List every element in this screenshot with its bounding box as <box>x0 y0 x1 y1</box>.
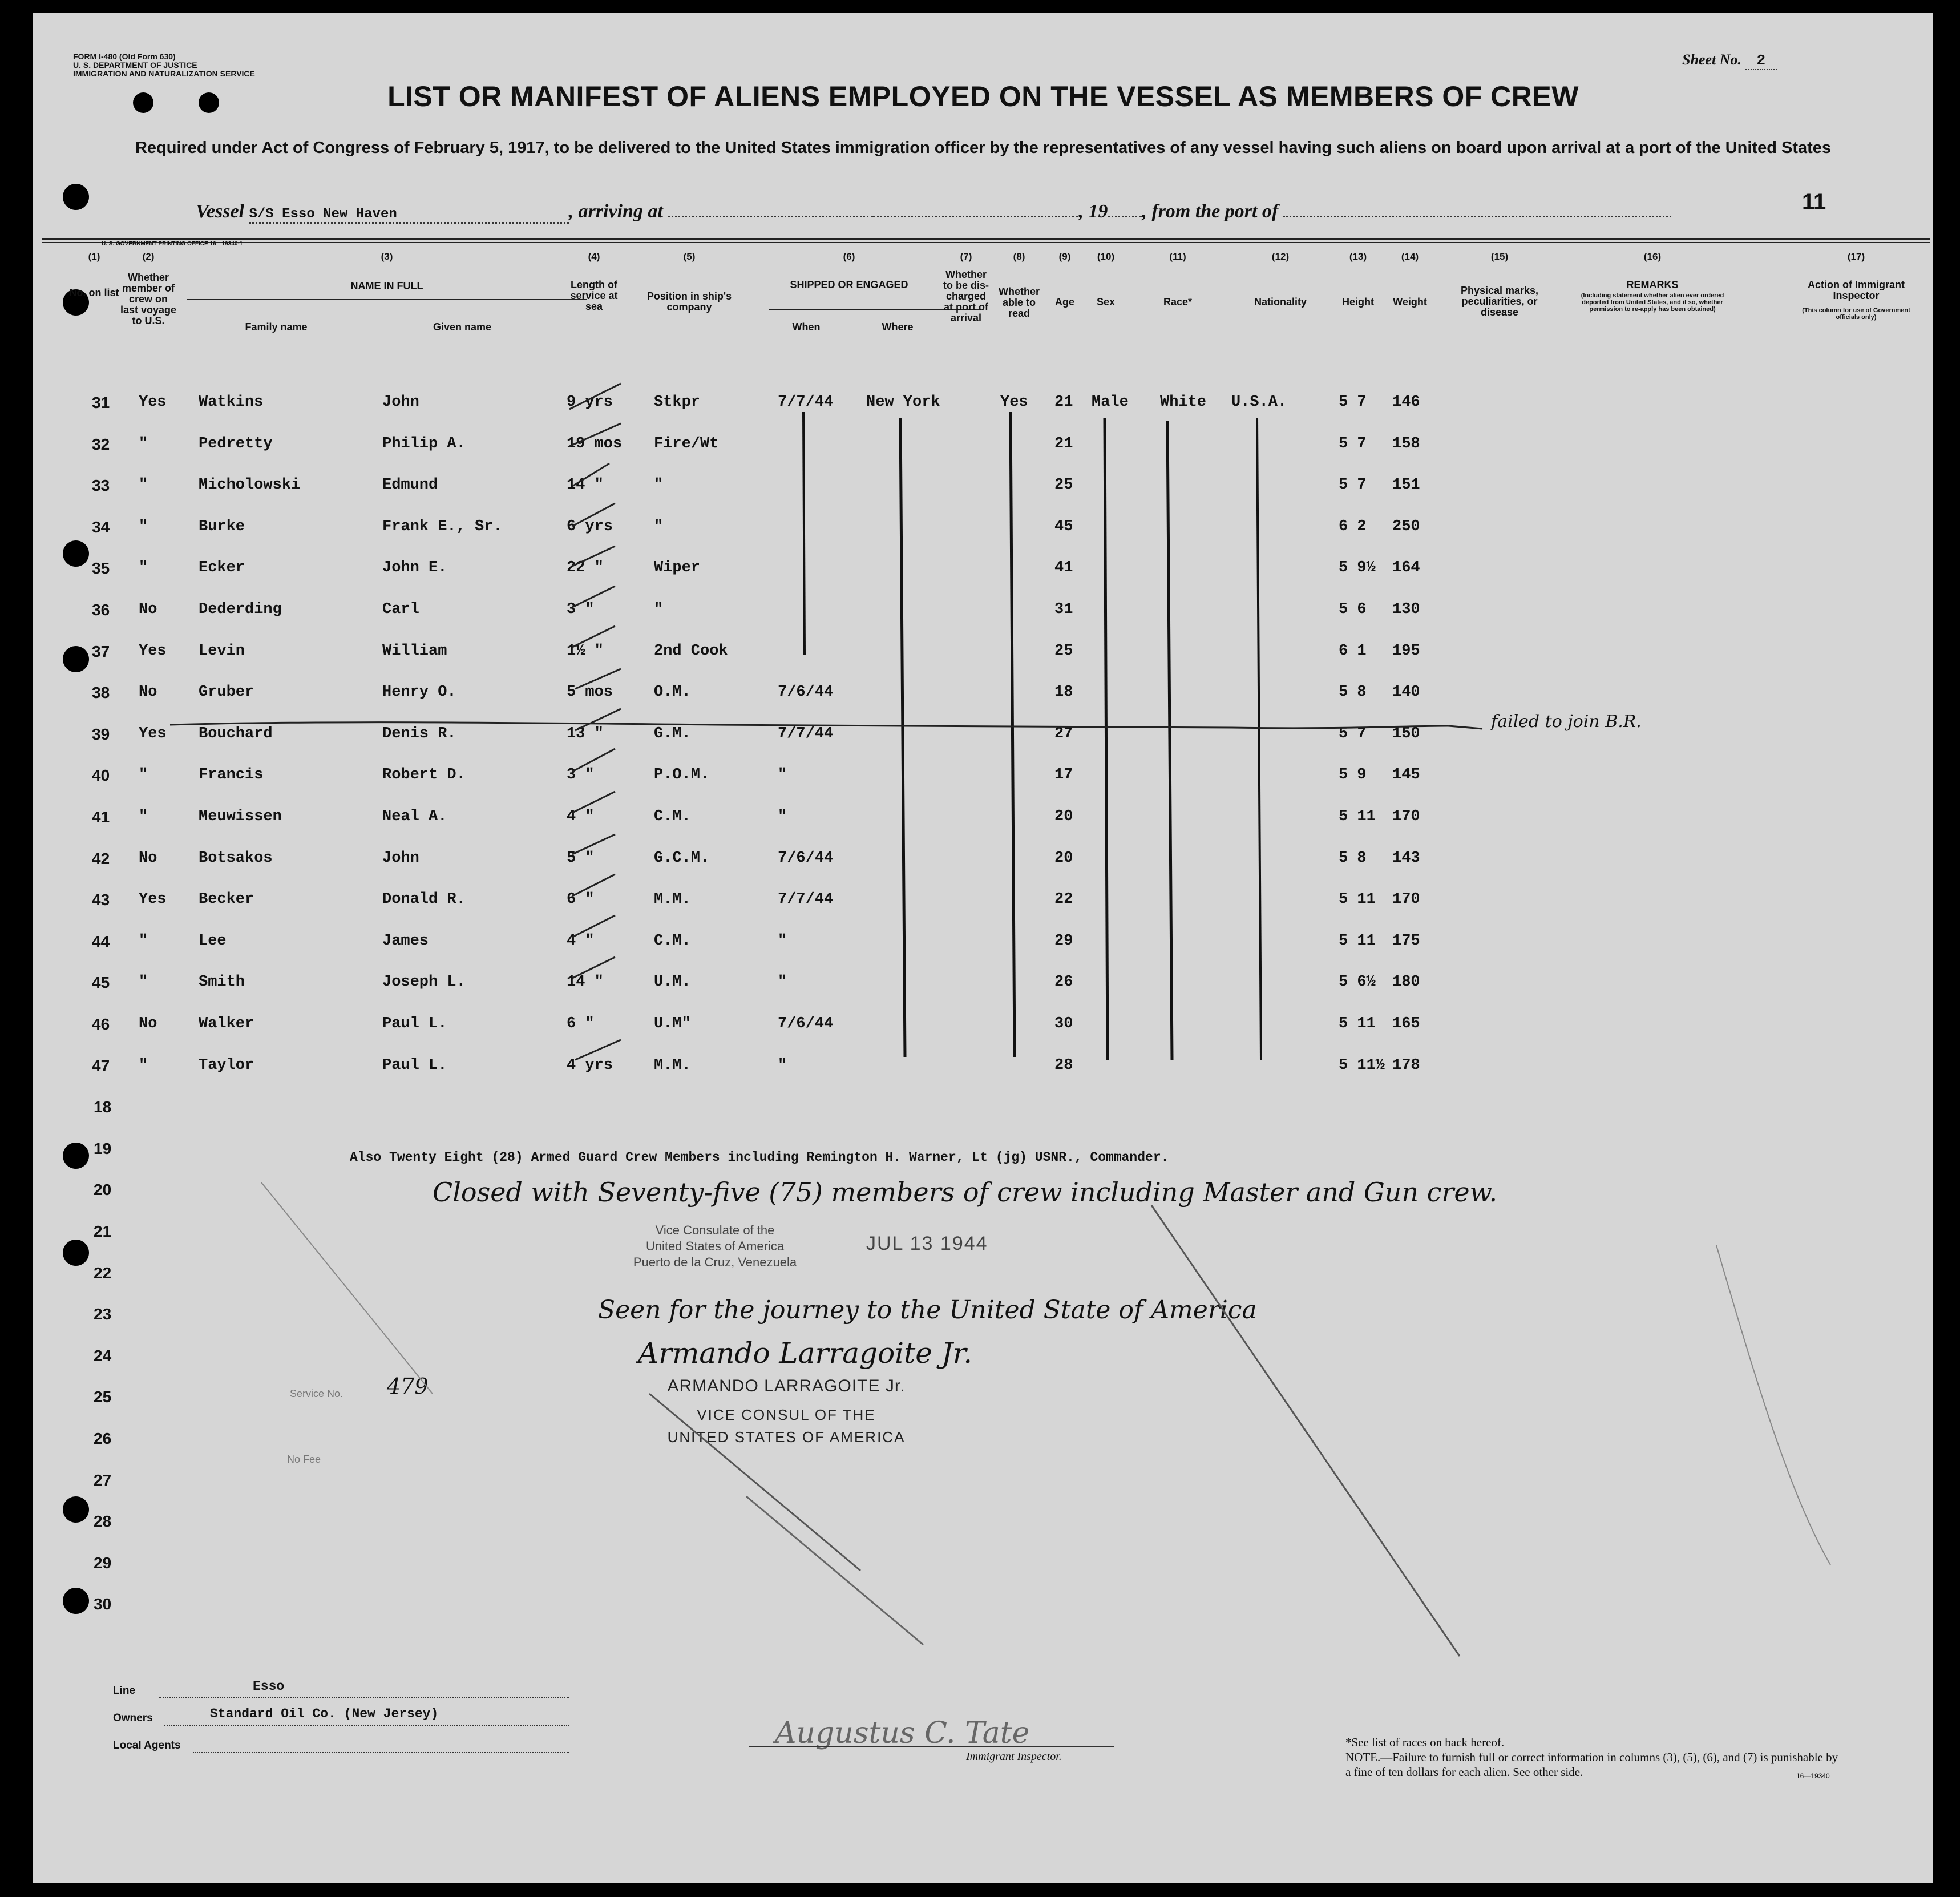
cell-family-name: Meuwissen <box>199 808 282 825</box>
header-weight: Weight <box>1393 296 1427 308</box>
header-position: Position in ship's company <box>646 290 732 313</box>
cell-height: 6 2 <box>1339 518 1367 535</box>
cell-height: 5 11 <box>1339 933 1376 950</box>
cell-shipped-when: " <box>778 1057 787 1074</box>
cell-family-name: Taylor <box>199 1057 254 1074</box>
header-no-on-list: No. on list <box>69 287 119 298</box>
row-number: 31 <box>92 394 110 411</box>
cell-family-name: Gruber <box>199 684 254 701</box>
cell-shipped-when: 7/7/44 <box>778 394 834 411</box>
cell-last-voyage: " <box>139 435 148 453</box>
cell-shipped-when: " <box>778 766 787 784</box>
cell-service-length: 3 " <box>567 766 595 784</box>
column-number: (8) <box>1013 251 1025 262</box>
cell-last-voyage: " <box>139 808 148 825</box>
header-age: Age <box>1054 296 1075 308</box>
footnote: *See list of races on back hereof. NOTE.—Failure to furnish full or correct information in columns (3), (5), (6), and (7) is punishable by a fine of ten dollars for each alien. See other side. <box>1345 1735 1838 1779</box>
form-identifier: FORM I-480 (Old Form 630) U. S. DEPARTMENT OF JUSTICE IMMIGRATION AND NATURALIZATION SERVICE <box>73 52 255 78</box>
cell-family-name: Watkins <box>199 394 264 411</box>
cell-weight: 143 <box>1392 850 1420 867</box>
cell-position: C.M. <box>654 808 691 825</box>
cell-given-name: Henry O. <box>382 684 456 701</box>
header-name-in-full: NAME IN FULL <box>350 280 423 292</box>
row-number: 38 <box>92 684 110 701</box>
header-where: Where <box>882 321 914 333</box>
cell-service-length: 22 " <box>567 559 604 576</box>
empty-row-number: 27 <box>94 1471 112 1489</box>
row-number: 36 <box>92 601 110 619</box>
seen-note: Seen for the journey to the United State of America <box>598 1295 1257 1325</box>
cell-age: 18 <box>1054 684 1073 701</box>
row-number: 41 <box>92 808 110 826</box>
cell-family-name: Walker <box>199 1015 254 1032</box>
column-number: (10) <box>1097 251 1115 262</box>
cell-position: " <box>654 518 664 535</box>
cell-age: 17 <box>1054 766 1073 784</box>
cell-age: 29 <box>1054 933 1073 950</box>
cell-family-name: Bouchard <box>199 725 273 742</box>
cell-given-name: Donald R. <box>382 891 466 908</box>
cell-last-voyage: " <box>139 933 148 950</box>
cell-age: 21 <box>1054 435 1073 453</box>
cell-height: 5 7 <box>1339 435 1367 453</box>
cell-last-voyage: " <box>139 518 148 535</box>
cell-age: 20 <box>1054 808 1073 825</box>
stamp-date: JUL 13 1944 <box>866 1233 988 1254</box>
column-number: (12) <box>1271 251 1290 262</box>
cell-last-voyage: No <box>139 684 157 701</box>
cell-shipped-when: 7/6/44 <box>778 1015 834 1032</box>
row-number: 44 <box>92 933 110 950</box>
cell-height: 5 6 <box>1339 601 1367 618</box>
cell-position: G.M. <box>654 725 691 742</box>
cell-service-length: 6 " <box>567 1015 595 1032</box>
cell-height: 5 11 <box>1339 891 1376 908</box>
cell-height: 5 11 <box>1339 1015 1376 1032</box>
cell-age: 45 <box>1054 518 1073 535</box>
row-number: 47 <box>92 1057 110 1075</box>
empty-row-number: 20 <box>94 1181 112 1198</box>
cell-given-name: James <box>382 933 429 950</box>
cell-shipped-when: " <box>778 933 787 950</box>
column-number: (11) <box>1169 251 1186 262</box>
cell-last-voyage: No <box>139 850 157 867</box>
cell-position: P.O.M. <box>654 766 710 784</box>
cell-shipped-when: 7/7/44 <box>778 725 834 742</box>
cell-service-length: 4 " <box>567 933 595 950</box>
cell-height: 5 11 <box>1339 808 1376 825</box>
service-no-label: Service No. <box>290 1388 343 1399</box>
cell-age: 22 <box>1054 891 1073 908</box>
header-family-name: Family name <box>245 321 308 333</box>
cell-able-read: Yes <box>1000 394 1028 411</box>
column-number: (2) <box>142 251 155 262</box>
header-discharged: Whether to be dis-charged at port of arrival <box>943 269 989 324</box>
cell-height: 5 9½ <box>1339 559 1376 576</box>
row-number: 46 <box>92 1015 110 1033</box>
cell-given-name: Paul L. <box>382 1015 447 1032</box>
cell-last-voyage: " <box>139 974 148 991</box>
cell-height: 5 7 <box>1339 725 1367 742</box>
printer-imprint: U. S. GOVERNMENT PRINTING OFFICE 16—19340-1 <box>102 241 243 247</box>
sheet-number: Sheet No. 2 <box>1682 51 1777 69</box>
empty-row-number: 21 <box>94 1222 112 1240</box>
cell-family-name: Dederding <box>199 601 282 618</box>
cell-service-length: 3 " <box>567 601 595 618</box>
cell-given-name: Joseph L. <box>382 974 466 991</box>
cell-given-name: John <box>382 850 419 867</box>
cell-position: Wiper <box>654 559 701 576</box>
cell-family-name: Pedretty <box>199 435 273 453</box>
cell-service-length: 5 mos <box>567 684 613 701</box>
empty-row-number: 19 <box>94 1140 112 1157</box>
row-number: 32 <box>92 435 110 453</box>
cell-height: 5 11½ <box>1339 1057 1385 1074</box>
service-no: 479 <box>387 1374 429 1399</box>
row-number: 43 <box>92 891 110 909</box>
cell-position: M.M. <box>654 1057 691 1074</box>
cell-service-length: 4 " <box>567 808 595 825</box>
cell-position: 2nd Cook <box>654 643 728 660</box>
cell-position: Fire/Wt <box>654 435 719 453</box>
cell-weight: 170 <box>1392 808 1420 825</box>
column-number: (6) <box>843 251 855 262</box>
consulate-stamp: Vice Consulate of the United States of America Puerto de la Cruz, Venezuela <box>633 1223 797 1269</box>
column-number: (16) <box>1643 251 1662 262</box>
inspector-signature: Augustus C. Tate <box>775 1716 1030 1750</box>
cell-weight: 250 <box>1392 518 1420 535</box>
cell-last-voyage: Yes <box>139 725 167 742</box>
agents-label: Local Agents <box>113 1739 181 1751</box>
header-nationality: Nationality <box>1254 296 1307 308</box>
cell-service-length: 19 mos <box>567 435 623 453</box>
cell-family-name: Francis <box>199 766 264 784</box>
cell-height: 5 7 <box>1339 394 1367 411</box>
cell-last-voyage: " <box>139 559 148 576</box>
empty-row-number: 28 <box>94 1512 112 1530</box>
cell-given-name: Neal A. <box>382 808 447 825</box>
cell-position: Stkpr <box>654 394 701 411</box>
cell-nationality: U.S.A. <box>1231 394 1287 411</box>
header-remarks: REMARKS <box>1626 279 1679 290</box>
remark-row-39: failed to join B.R. <box>1491 712 1642 732</box>
fee-label: No Fee <box>287 1454 321 1465</box>
column-number: (4) <box>588 251 600 262</box>
cell-shipped-when: " <box>778 808 787 825</box>
cell-weight: 165 <box>1392 1015 1420 1032</box>
empty-row-number: 22 <box>94 1264 112 1282</box>
cell-given-name: Carl <box>382 601 419 618</box>
cell-given-name: John <box>382 394 419 411</box>
cell-service-length: 14 " <box>567 974 604 991</box>
owners-value: Standard Oil Co. (New Jersey) <box>210 1706 439 1721</box>
cell-shipped-when: 7/6/44 <box>778 684 834 701</box>
cell-weight: 158 <box>1392 435 1420 453</box>
armed-guard-note: Also Twenty Eight (28) Armed Guard Crew Members including Remington H. Warner, Lt (jg) USNR., Commander. <box>350 1150 1169 1165</box>
cell-height: 5 7 <box>1339 477 1367 494</box>
row-number: 45 <box>92 974 110 991</box>
remarks-note: (Including statement whether alien ever ordered deported from United States, and if so, whether permission to re-apply has been obtained) <box>1581 292 1724 313</box>
column-number: (1) <box>88 251 100 262</box>
cell-weight: 195 <box>1392 643 1420 660</box>
manifest-sheet <box>33 13 1933 1883</box>
cell-age: 30 <box>1054 1015 1073 1032</box>
cell-given-name: Frank E., Sr. <box>382 518 503 535</box>
cell-position: G.C.M. <box>654 850 710 867</box>
cell-family-name: Ecker <box>199 559 245 576</box>
column-number: (9) <box>1058 251 1071 262</box>
cell-age: 27 <box>1054 725 1073 742</box>
header-race: Race* <box>1163 296 1193 308</box>
line-value: Esso <box>253 1679 285 1694</box>
form-subtitle: Required under Act of Congress of February 5, 1917, to be delivered to the United States immigration officer by the representatives of any vessel having such aliens on board upon arrival at a port of the United States <box>135 139 1832 157</box>
cell-last-voyage: No <box>139 1015 157 1032</box>
row-number: 37 <box>92 643 110 660</box>
header-height: Height <box>1342 296 1374 308</box>
cell-height: 5 8 <box>1339 850 1367 867</box>
cell-given-name: John E. <box>382 559 447 576</box>
column-number: (14) <box>1401 251 1419 262</box>
line-label: Line <box>113 1685 136 1697</box>
column-number: (17) <box>1847 251 1865 262</box>
cell-given-name: Edmund <box>382 477 438 494</box>
row-number: 34 <box>92 518 110 536</box>
cell-family-name: Levin <box>199 643 245 660</box>
cell-weight: 178 <box>1392 1057 1420 1074</box>
cell-service-length: 5 " <box>567 850 595 867</box>
cell-position: M.M. <box>654 891 691 908</box>
cell-shipped-when: 7/7/44 <box>778 891 834 908</box>
column-number: (13) <box>1349 251 1367 262</box>
cell-shipped-where: New York <box>866 394 940 411</box>
column-number: (5) <box>683 251 696 262</box>
cell-service-length: 9 yrs <box>567 394 613 411</box>
cell-position: U.M" <box>654 1015 691 1032</box>
cell-given-name: Denis R. <box>382 725 456 742</box>
cell-position: U.M. <box>654 974 691 991</box>
header-action: Action of Immigrant Inspector <box>1808 279 1905 301</box>
cell-family-name: Burke <box>199 518 245 535</box>
column-number: (7) <box>960 251 972 262</box>
cell-last-voyage: No <box>139 601 157 618</box>
annotation-strokes <box>33 13 1933 1883</box>
vessel-line: Vessel S/S Esso New Haven , arriving at , 19 , from the port of <box>196 201 1671 224</box>
cell-height: 5 8 <box>1339 684 1367 701</box>
cell-height: 5 9 <box>1339 766 1367 784</box>
cell-position: " <box>654 601 664 618</box>
header-shipped-engaged: SHIPPED OR ENGAGED <box>790 279 908 290</box>
row-number: 40 <box>92 766 110 784</box>
cell-weight: 164 <box>1392 559 1420 576</box>
cell-family-name: Smith <box>199 974 245 991</box>
page-number: 11 <box>1802 189 1826 215</box>
vessel-name: S/S Esso New Haven <box>249 207 569 224</box>
cell-age: 41 <box>1054 559 1073 576</box>
cell-family-name: Lee <box>199 933 227 950</box>
empty-row-number: 25 <box>94 1388 112 1406</box>
cell-weight: 140 <box>1392 684 1420 701</box>
cell-service-length: 6 " <box>567 891 595 908</box>
empty-row-number: 18 <box>94 1098 112 1116</box>
cell-last-voyage: Yes <box>139 643 167 660</box>
cell-weight: 175 <box>1392 933 1420 950</box>
cell-service-length: 1½ " <box>567 643 604 660</box>
cell-service-length: 6 yrs <box>567 518 613 535</box>
cell-weight: 151 <box>1392 477 1420 494</box>
header-when: When <box>792 321 821 333</box>
cell-race: White <box>1160 394 1207 411</box>
cell-last-voyage: Yes <box>139 394 167 411</box>
owners-label: Owners <box>113 1712 153 1724</box>
cell-family-name: Botsakos <box>199 850 273 867</box>
cell-given-name: Paul L. <box>382 1057 447 1074</box>
header-physical: Physical marks, peculiarities, or disease <box>1460 285 1539 318</box>
cell-last-voyage: " <box>139 477 148 494</box>
cell-age: 25 <box>1054 643 1073 660</box>
cell-service-length: 13 " <box>567 725 604 742</box>
cell-given-name: Philip A. <box>382 435 466 453</box>
cell-given-name: William <box>382 643 447 660</box>
form-title: LIST OR MANIFEST OF ALIENS EMPLOYED ON THE VESSEL AS MEMBERS OF CREW <box>387 80 1579 112</box>
cell-family-name: Becker <box>199 891 254 908</box>
column-number: (15) <box>1490 251 1509 262</box>
consul-signature: Armando Larragoite Jr. <box>638 1337 973 1370</box>
cell-last-voyage: " <box>139 1057 148 1074</box>
cell-given-name: Robert D. <box>382 766 466 784</box>
cell-weight: 130 <box>1392 601 1420 618</box>
cell-last-voyage: " <box>139 766 148 784</box>
cell-service-length: 14 " <box>567 477 604 494</box>
header-length-service: Length of service at sea <box>570 279 618 312</box>
empty-row-number: 26 <box>94 1430 112 1447</box>
cell-weight: 145 <box>1392 766 1420 784</box>
cell-position: " <box>654 477 664 494</box>
header-sex: Sex <box>1096 296 1116 308</box>
consul-block: ARMANDO LARRAGOITE Jr. VICE CONSUL OF THE UNITED STATES OF AMERICA <box>667 1377 906 1446</box>
action-note: (This column for use of Government officials only) <box>1802 307 1910 321</box>
empty-row-number: 30 <box>94 1595 112 1613</box>
column-number: (3) <box>381 251 393 262</box>
empty-row-number: 23 <box>94 1305 112 1323</box>
cell-position: O.M. <box>654 684 691 701</box>
cell-weight: 150 <box>1392 725 1420 742</box>
closed-note: Closed with Seventy-five (75) members of crew including Master and Gun crew. <box>433 1177 1498 1208</box>
row-number: 35 <box>92 559 110 577</box>
row-number: 39 <box>92 725 110 743</box>
cell-last-voyage: Yes <box>139 891 167 908</box>
cell-shipped-when: " <box>778 974 787 991</box>
cell-age: 28 <box>1054 1057 1073 1074</box>
header-able-read: Whether able to read <box>999 286 1040 319</box>
header-last-voyage: Whether member of crew on last voyage to U.S. <box>120 272 177 326</box>
cell-service-length: 4 yrs <box>567 1057 613 1074</box>
cell-weight: 170 <box>1392 891 1420 908</box>
empty-row-number: 29 <box>94 1554 112 1572</box>
cell-family-name: Micholowski <box>199 477 301 494</box>
form-code: 16—19340 <box>1796 1772 1830 1780</box>
row-number: 33 <box>92 477 110 494</box>
cell-shipped-when: 7/6/44 <box>778 850 834 867</box>
cell-weight: 180 <box>1392 974 1420 991</box>
cell-height: 6 1 <box>1339 643 1367 660</box>
cell-sex: Male <box>1092 394 1129 411</box>
cell-position: C.M. <box>654 933 691 950</box>
cell-height: 5 6½ <box>1339 974 1376 991</box>
cell-age: 26 <box>1054 974 1073 991</box>
cell-age: 20 <box>1054 850 1073 867</box>
header-given-name: Given name <box>433 321 492 333</box>
inspector-label: Immigrant Inspector. <box>966 1750 1062 1763</box>
cell-age: 21 <box>1054 394 1073 411</box>
row-number: 42 <box>92 850 110 867</box>
empty-row-number: 24 <box>94 1347 112 1365</box>
cell-age: 31 <box>1054 601 1073 618</box>
cell-age: 25 <box>1054 477 1073 494</box>
cell-weight: 146 <box>1392 394 1420 411</box>
